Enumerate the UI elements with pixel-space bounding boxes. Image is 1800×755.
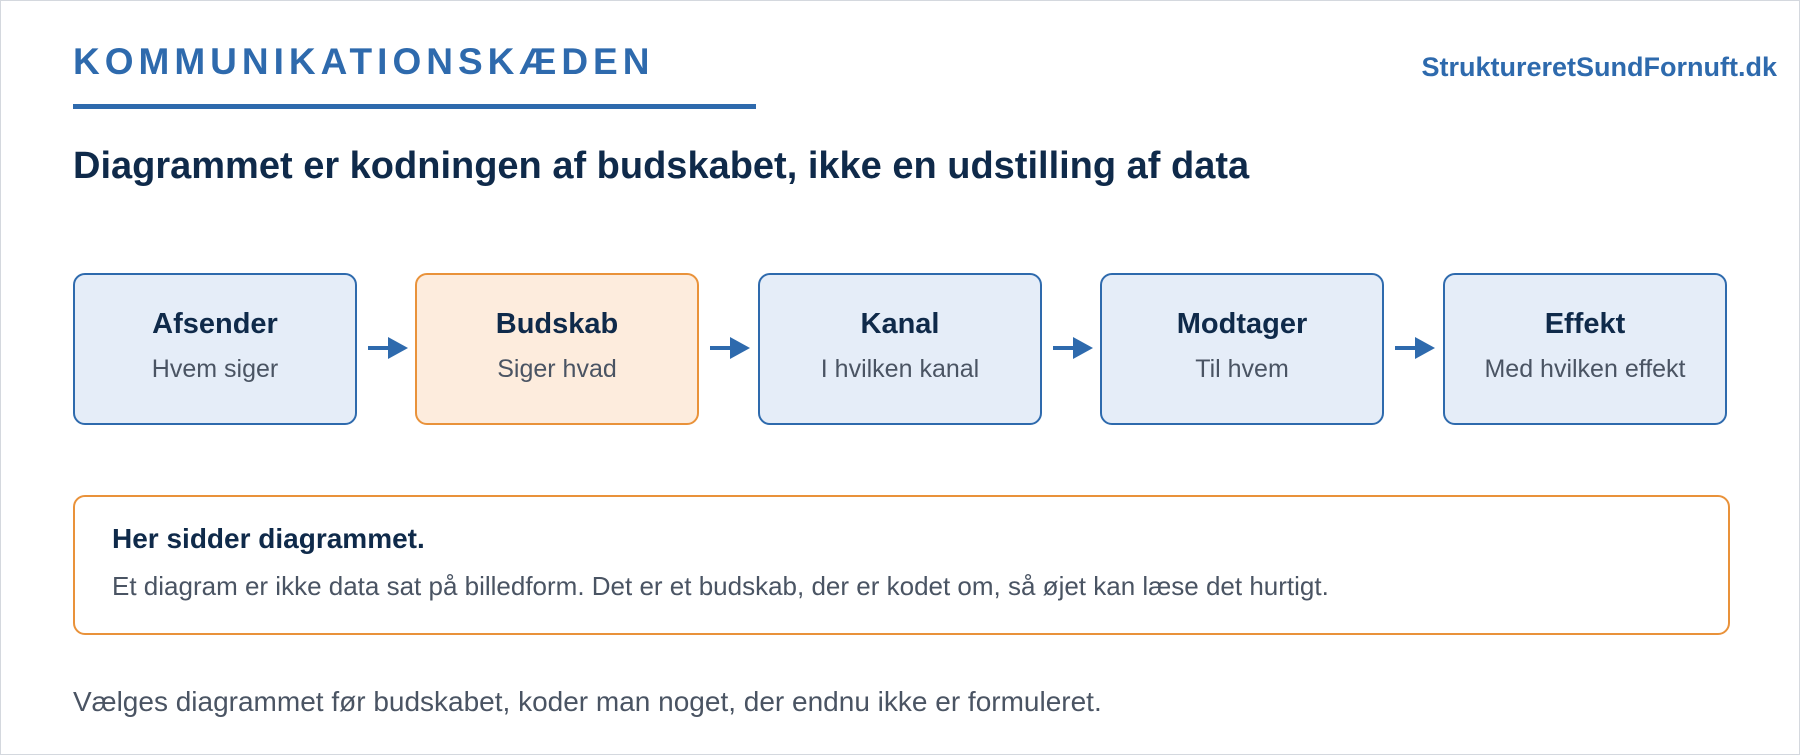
chain-node-channel <box>758 273 1042 425</box>
kicker-underline <box>73 104 756 109</box>
chain-node-receiver <box>1100 273 1384 425</box>
page-title: Diagrammet er kodningen af budskabet, ikke en udstilling af data <box>73 145 1250 187</box>
arrow-right-icon <box>366 333 410 363</box>
node-subtitle: Til hvem <box>1195 355 1289 383</box>
communication-chain <box>73 273 1730 429</box>
arrow-right-icon <box>1393 333 1437 363</box>
arrow-right-icon <box>1051 333 1095 363</box>
node-subtitle: Hvem siger <box>151 355 279 383</box>
chain-node-message <box>415 273 699 425</box>
arrow-right-icon <box>708 333 752 363</box>
node-subtitle: Siger hvad <box>497 355 617 383</box>
section-kicker: KOMMUNIKATIONSKÆDEN <box>73 41 655 82</box>
node-title: Budskab <box>495 308 619 340</box>
node-title: Afsender <box>152 308 278 340</box>
node-title: Kanal <box>860 308 940 340</box>
footnote: Vælges diagrammet før budskabet, koder man noget, der endnu ikke er formuleret. <box>73 686 1102 717</box>
callout-box <box>73 495 1730 635</box>
node-subtitle: I hvilken kanal <box>820 355 980 383</box>
chain-node-effect <box>1443 273 1727 425</box>
node-subtitle: Med hvilken effekt <box>1484 355 1686 383</box>
callout-body: Et diagram er ikke data sat på billedform. Det er et budskab, der er kodet om, så øjet kan læse det hurtigt. <box>112 571 1329 601</box>
brand-name: StruktureretSundFornuft.dk <box>1421 52 1777 82</box>
node-title: Effekt <box>1544 308 1626 340</box>
chain-node-sender <box>73 273 357 425</box>
node-title: Modtager <box>1176 308 1308 340</box>
callout-title: Her sidder diagrammet. <box>112 523 425 554</box>
